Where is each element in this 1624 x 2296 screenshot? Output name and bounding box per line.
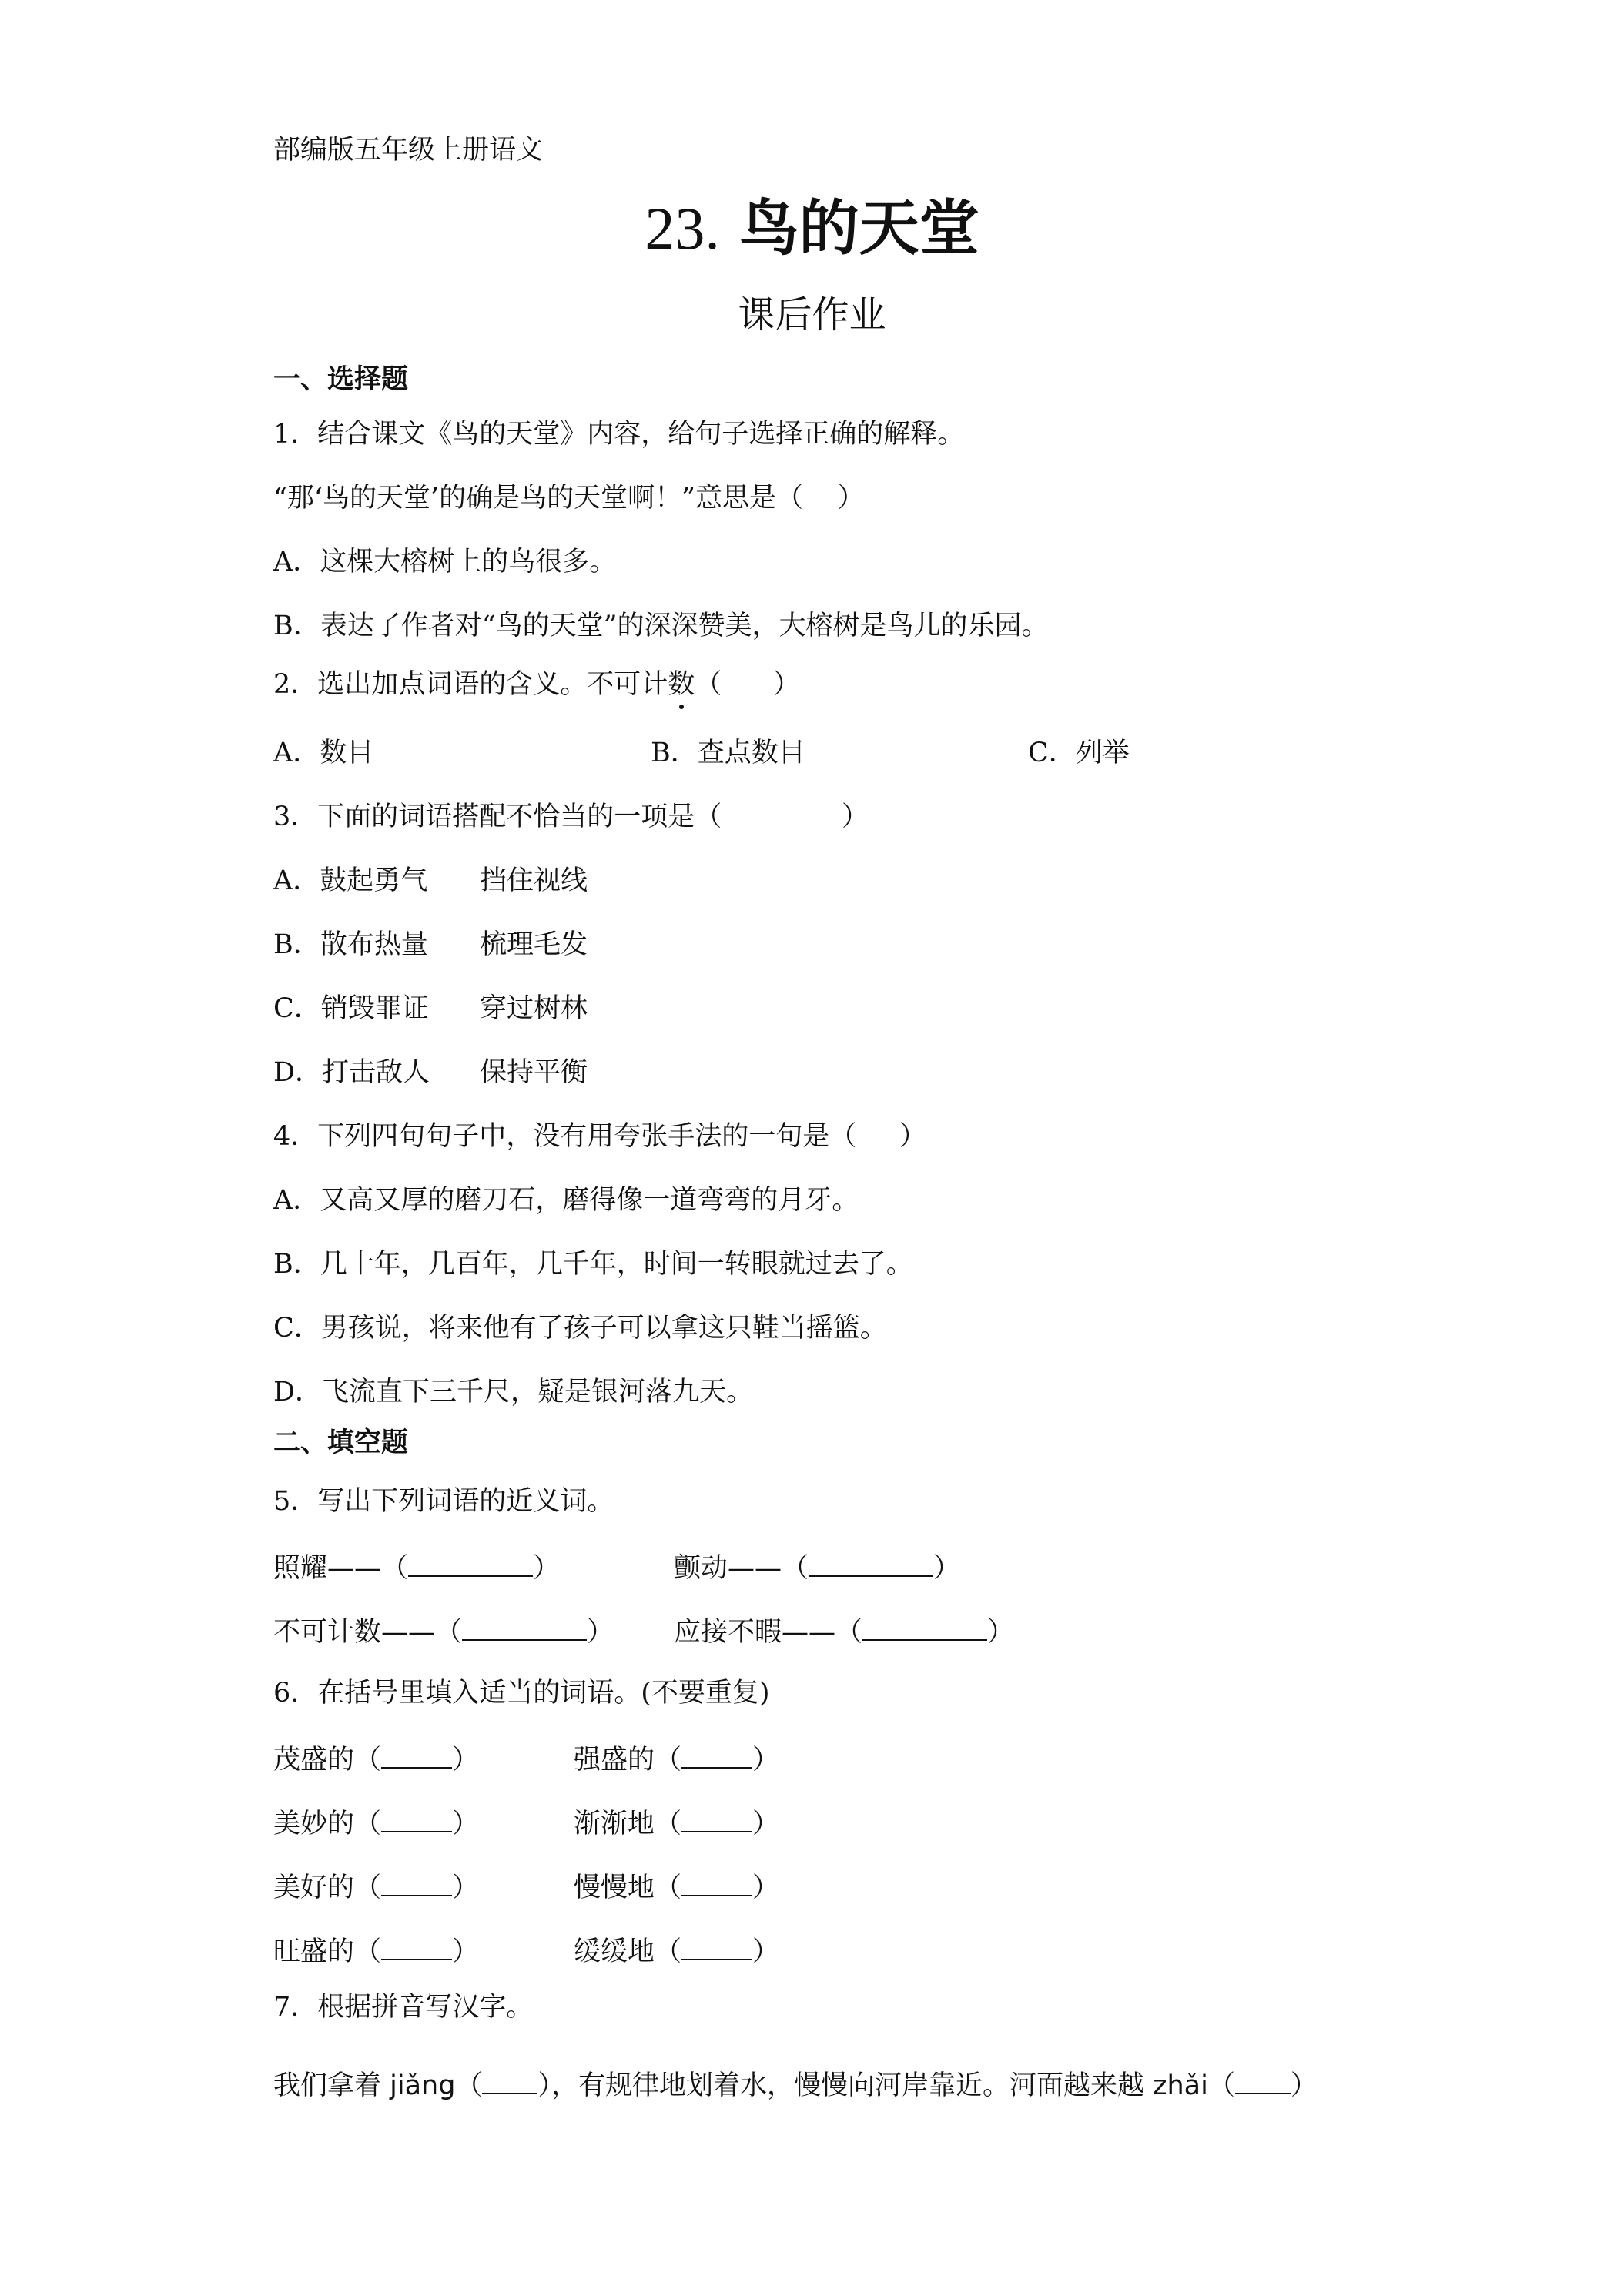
q1-stem: 1．结合课文《鸟的天堂》内容，给句子选择正确的解释。 bbox=[273, 419, 965, 450]
q1-option-b: B．表达了作者对“鸟的天堂”的深深赞美，大榕树是鸟儿的乐园。 bbox=[273, 611, 1049, 641]
q4-option-a: A．又高又厚的磨刀石，磨得像一道弯弯的月牙。 bbox=[273, 1185, 859, 1216]
title-number: 23. bbox=[645, 195, 720, 262]
page-title bbox=[0, 194, 1624, 263]
q5-item-2: 颤动——（ ） bbox=[674, 1553, 961, 1584]
q4-option-b: B．几十年，几百年，几千年，时间一转眼就过去了。 bbox=[273, 1249, 913, 1280]
q4-stem: 4．下列四句句子中，没有用夸张手法的一句是（ ） bbox=[273, 1121, 926, 1152]
q6-right-2: 渐渐地（ ） bbox=[574, 1809, 780, 1839]
q2-option-a: A．数目 bbox=[273, 738, 374, 768]
q7-blank-1[interactable] bbox=[482, 2070, 537, 2094]
q3-option-c-second: 穿过树林 bbox=[480, 993, 588, 1024]
q4-option-c: C．男孩说，将来他有了孩子可以拿这只鞋当摇篮。 bbox=[273, 1313, 887, 1344]
q2-dotted-char: 数 bbox=[668, 669, 695, 700]
q3-option-d-second: 保持平衡 bbox=[480, 1057, 588, 1088]
title-text: 鸟的天堂 bbox=[738, 194, 979, 263]
q5-blank-4[interactable] bbox=[862, 1616, 987, 1641]
q4-option-d: D．飞流直下三千尺，疑是银河落九天。 bbox=[273, 1377, 754, 1407]
q3-option-d: D．打击敌人 bbox=[273, 1057, 430, 1088]
q5-blank-2[interactable] bbox=[809, 1552, 933, 1577]
q6-right-1: 强盛的（ ） bbox=[574, 1745, 780, 1776]
q2-option-b: B．查点数目 bbox=[651, 738, 805, 768]
q2-option-c: C．列举 bbox=[1028, 738, 1130, 768]
q7-blank-2[interactable] bbox=[1235, 2070, 1291, 2094]
q5-stem: 5．写出下列词语的近义词。 bbox=[273, 1486, 614, 1517]
q6-blank-left-4[interactable] bbox=[381, 1936, 452, 1960]
q6-blank-right-4[interactable] bbox=[681, 1936, 752, 1960]
q5-item-1: 照耀——（ ） bbox=[273, 1553, 561, 1584]
q2-stem-after: （ ） bbox=[695, 669, 801, 700]
q3-option-b: B．散布热量 bbox=[273, 929, 428, 960]
q6-blank-right-1[interactable] bbox=[681, 1744, 752, 1769]
q1-option-a: A．这棵大榕树上的鸟很多。 bbox=[273, 547, 617, 577]
q3-option-b-second: 梳理毛发 bbox=[480, 929, 588, 960]
q3-option-c: C．销毁罪证 bbox=[273, 993, 429, 1024]
q7-sentence: 我们拿着 jiǎng（ ），有规律地划着水，慢慢向河岸靠近。河面越来越 zhǎi（ ） bbox=[273, 2070, 1318, 2101]
q5-blank-3[interactable] bbox=[462, 1616, 587, 1641]
q2-stem-before: 2．选出加点词语的含义。不可计 bbox=[273, 669, 668, 700]
page-subtitle: 课后作业 bbox=[738, 293, 886, 336]
q6-left-2: 美妙的（ ） bbox=[273, 1809, 480, 1839]
q7-pinyin-1: jiǎng bbox=[390, 2070, 456, 2101]
q5-blank-1[interactable] bbox=[408, 1552, 533, 1577]
q7-stem: 7．根据拼音写汉字。 bbox=[273, 1992, 534, 2023]
q6-blank-left-2[interactable] bbox=[381, 1808, 452, 1832]
q6-blank-left-3[interactable] bbox=[381, 1872, 452, 1896]
q3-option-a: A．鼓起勇气 bbox=[273, 865, 428, 896]
q6-right-3: 慢慢地（ ） bbox=[574, 1873, 780, 1903]
q6-left-1: 茂盛的（ ） bbox=[273, 1745, 480, 1776]
q1-quote: “那‘鸟的天堂’的确是鸟的天堂啊！”意思是（ ） bbox=[273, 483, 865, 514]
section-heading-choice: 一、选择题 bbox=[273, 364, 409, 395]
section-heading-fill: 二、填空题 bbox=[273, 1427, 409, 1458]
q6-blank-right-3[interactable] bbox=[681, 1872, 752, 1896]
q6-blank-left-1[interactable] bbox=[381, 1744, 452, 1769]
q3-stem: 3．下面的词语搭配不恰当的一项是（ ） bbox=[273, 802, 869, 832]
q5-item-4: 应接不暇——（ ） bbox=[674, 1617, 1015, 1648]
q6-left-3: 美好的（ ） bbox=[273, 1873, 480, 1903]
pretitle: 部编版五年级上册语文 bbox=[273, 135, 544, 166]
q6-stem: 6．在括号里填入适当的词语。(不要重复) bbox=[273, 1678, 770, 1709]
q3-option-a-second: 挡住视线 bbox=[480, 865, 588, 896]
q6-left-4: 旺盛的（ ） bbox=[273, 1936, 480, 1967]
q6-blank-right-2[interactable] bbox=[681, 1808, 752, 1832]
q6-right-4: 缓缓地（ ） bbox=[574, 1936, 780, 1967]
q2-stem bbox=[273, 671, 800, 698]
q7-pinyin-2: zhǎi bbox=[1153, 2070, 1208, 2101]
q5-item-3: 不可计数——（ ） bbox=[273, 1617, 614, 1648]
